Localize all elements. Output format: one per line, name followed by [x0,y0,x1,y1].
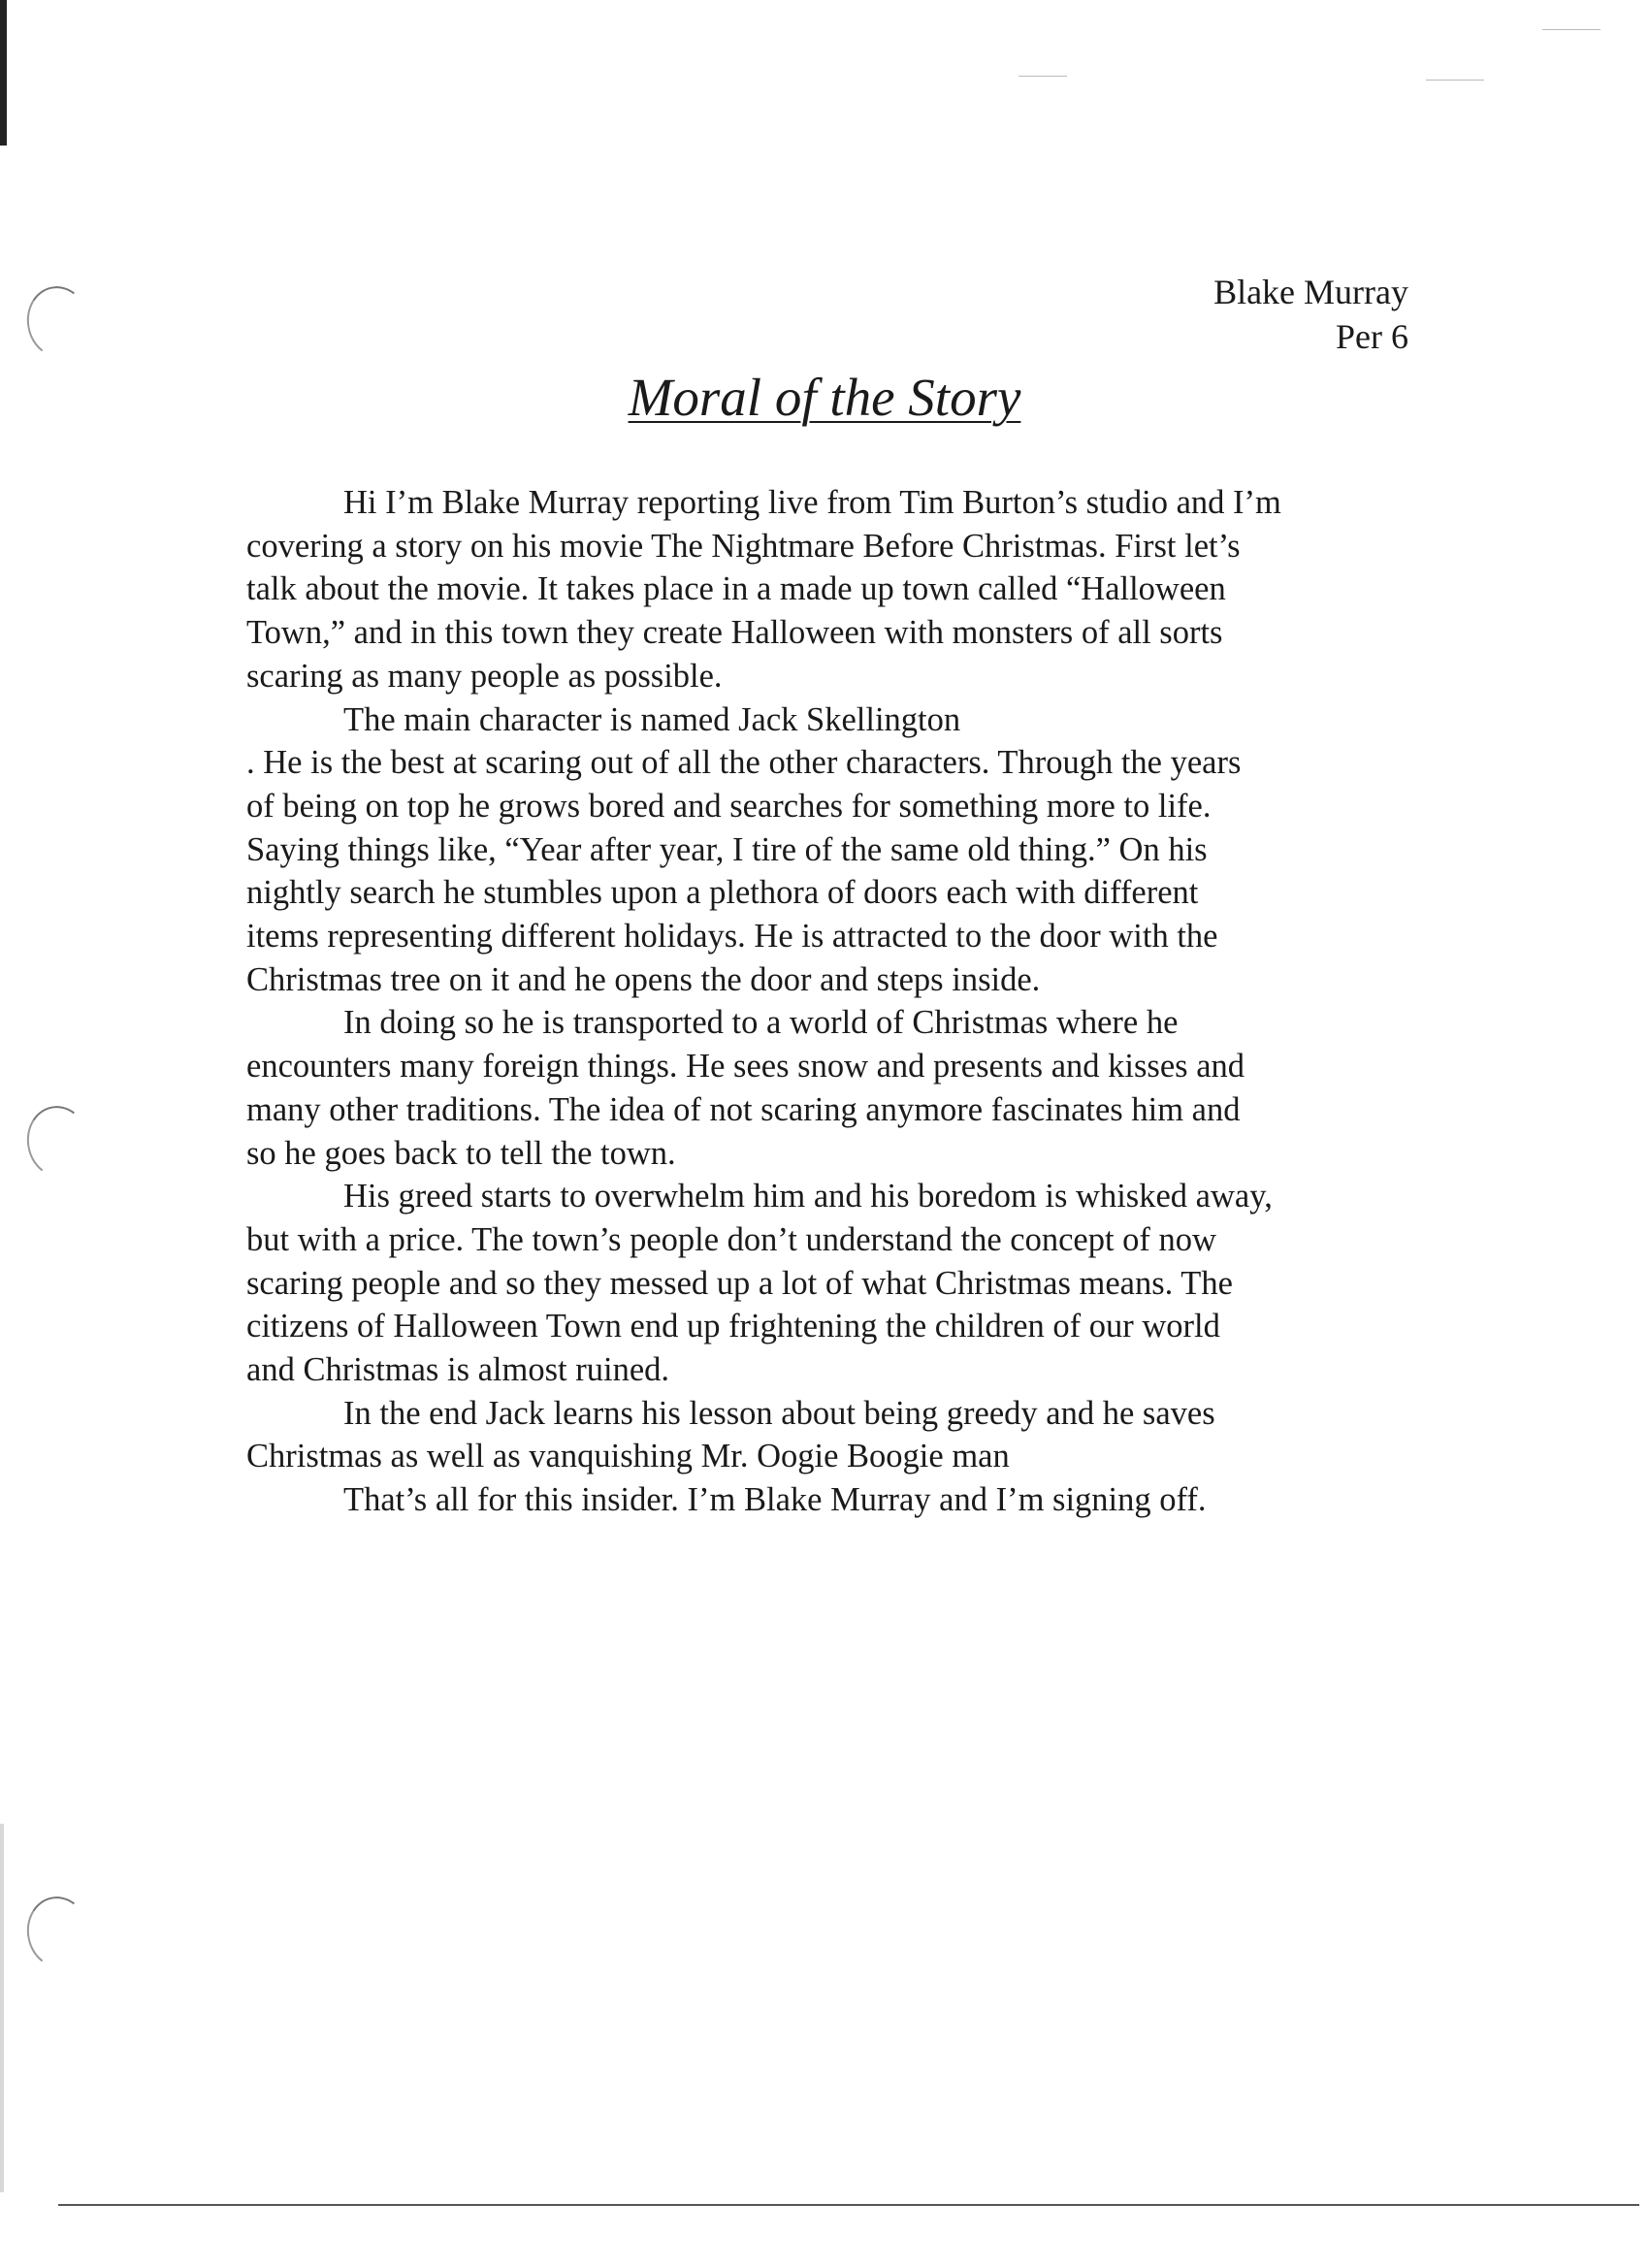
punch-hole-middle [21,1101,95,1183]
scan-artifact [1018,76,1067,77]
paragraph-line: and Christmas is almost ruined. [246,1351,670,1389]
scan-artifact [1426,80,1484,81]
essay-paragraph [246,698,1410,1002]
student-header [1213,270,1408,359]
scan-artifact [1542,29,1600,30]
essay-paragraph [246,1478,1410,1522]
student-name: Blake Murray [1213,273,1408,311]
class-period: Per 6 [1336,317,1408,356]
paragraph-line: scaring as many people as possible. [246,657,723,695]
paragraph-line: citizens of Halloween Town end up frightening the children of our world [246,1308,1220,1345]
paragraph-line: but with a price. The town’s people don’t understand the concept of now [246,1220,1216,1258]
paragraph-line: covering a story on his movie The Nightmare Before Christmas. First let’s [246,527,1241,565]
punch-hole-bottom [21,1892,95,1973]
essay-paragraph [246,1175,1410,1392]
paragraph-line: many other traditions. The idea of not scaring anymore fascinates him and [246,1090,1241,1128]
paragraph-line: In the end Jack learns his lesson about being greedy and he saves [343,1394,1215,1432]
paragraph-line: so he goes back to tell the town. [246,1134,676,1172]
paragraph-line: Christmas tree on it and he opens the door and steps inside. [246,960,1041,998]
paragraph-line: In doing so he is transported to a world of Christmas where he [343,1004,1179,1042]
essay-paragraph [246,1392,1410,1478]
scan-edge-shadow-lower [0,1824,4,2192]
paragraph-line: . He is the best at scaring out of all the other characters. Through the years [246,744,1242,782]
paragraph-line: scaring people and so they messed up a lot of what Christmas means. The [246,1264,1233,1302]
paragraph-line: Hi I’m Blake Murray reporting live from Tim Burton’s studio and I’m [343,484,1281,521]
paragraph-line: The main character is named Jack Skellington [343,700,961,738]
paragraph-line: nightly search he stumbles upon a plethora of doors each with different [246,874,1199,912]
bottom-edge-line [58,2204,1639,2206]
essay-body [246,481,1410,1522]
document-title [0,364,1649,432]
paragraph-line: encounters many foreign things. He sees snow and presents and kisses and [246,1048,1245,1085]
paragraph-line: Christmas as well as vanquishing Mr. Oogie Boogie man [246,1438,1010,1475]
paragraph-line: talk about the movie. It takes place in a made up town called “Halloween [246,570,1226,608]
paragraph-line: of being on top he grows bored and searches for something more to life. [246,787,1212,825]
essay-paragraph [246,481,1410,698]
essay-paragraph [246,1001,1410,1175]
title-text: Moral of the Story [628,368,1021,427]
punch-hole-top [21,281,95,363]
paragraph-line: Saying things like, “Year after year, I tire of the same old thing.” On his [246,830,1208,868]
paragraph-line: Town,” and in this town they create Halloween with monsters of all sorts [246,614,1223,652]
scan-edge-shadow [0,0,7,146]
paragraph-line: That’s all for this insider. I’m Blake Murray and I’m signing off. [343,1481,1207,1519]
paragraph-line: His greed starts to overwhelm him and his boredom is whisked away, [343,1178,1273,1215]
paragraph-line: items representing different holidays. He is attracted to the door with the [246,918,1218,956]
